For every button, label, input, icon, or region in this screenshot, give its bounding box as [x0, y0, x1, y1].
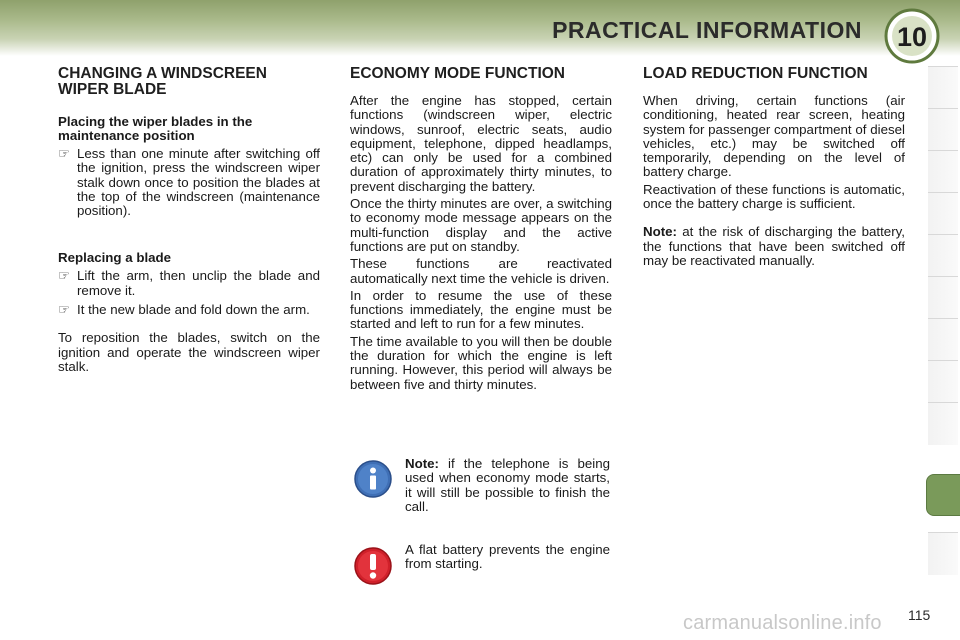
- list-item: [58, 147, 320, 218]
- heading-wiper-blade: CHANGING A WINDSCREEN WIPER BLADE: [58, 65, 267, 98]
- watermark: carmanualsonline.info: [683, 612, 882, 634]
- pointing-hand-icon: ☞: [58, 302, 70, 318]
- economy-paragraph-3: These functions are reactivated automatically next time the vehicle is driven.: [350, 256, 612, 286]
- page-title: PRACTICAL INFORMATION: [552, 17, 862, 43]
- economy-paragraph-4: In order to resume the use of these functions immediately, the engine must be started and left to run for a few minutes.: [350, 287, 612, 332]
- warning-icon: [353, 546, 393, 591]
- chapter-tab[interactable]: [928, 66, 958, 109]
- reposition-paragraph: To reposition the blades, switch on the ignition and operate the windscreen wiper stalk.: [58, 330, 320, 374]
- bullet-text: Lift the arm, then unclip the blade and remove it.: [77, 268, 320, 298]
- page-header: [0, 0, 960, 56]
- heading-economy-mode: ECONOMY MODE FUNCTION: [350, 65, 565, 82]
- heading-load-reduction: LOAD REDUCTION FUNCTION: [643, 65, 868, 82]
- load-paragraph-1: When driving, certain functions (air conditioning, heated rear screen, heating system for passenger compartment of diesel vehicles, etc.) may be switched off temporarily, depending on the level of battery charge.: [643, 93, 905, 180]
- pointing-hand-icon: ☞: [58, 268, 70, 284]
- chapter-tab[interactable]: [928, 402, 958, 445]
- chapter-tab[interactable]: [928, 150, 958, 193]
- economy-paragraph-5: The time available to you will then be double the duration for which the engine is left running. However, this period will always be between five and thirty minutes.: [350, 333, 612, 392]
- economy-paragraph-1: After the engine has stopped, certain functions (windscreen wiper, electric windows, sunroof, electric seats, audio equipment, telephone, dipped headlamps, etc) can only be used for a combined duration of approximately thirty minutes, to prevent discharging the battery.: [350, 93, 612, 194]
- chapter-tab[interactable]: [928, 318, 958, 361]
- chapter-badge: [882, 8, 946, 66]
- subheading-replacing-blade: Replacing a blade: [58, 250, 172, 266]
- pointing-hand-icon: ☞: [58, 146, 70, 161]
- column-load-reduction: [643, 66, 905, 268]
- load-paragraph-2: Reactivation of these functions is automatic, once the battery charge is sufficient.: [643, 181, 905, 212]
- note-label: Note:: [405, 456, 439, 471]
- chapter-tab[interactable]: [928, 234, 958, 277]
- note-text: at the risk of discharging the battery, the functions that have been switched off may be reactivated manually.: [643, 224, 905, 268]
- chapter-tab[interactable]: [928, 108, 958, 151]
- subheading-maintenance-position: Placing the wiper blades in the maintenance position: [58, 114, 253, 143]
- bullet-text: Less than one minute after switching off the ignition, press the windscreen wiper stalk down once to position the blades at the top of the windscreen (maintenance position).: [77, 146, 320, 219]
- chapter-tab[interactable]: [928, 276, 958, 319]
- note-label: Note:: [643, 224, 677, 240]
- info-icon: [353, 459, 393, 504]
- economy-note: [405, 457, 610, 514]
- page-number: 115: [908, 607, 931, 623]
- list-item: [58, 303, 320, 317]
- chapter-number: 10: [896, 22, 928, 52]
- chapter-tab[interactable]: [928, 192, 958, 235]
- chapter-tab[interactable]: [928, 532, 958, 575]
- battery-warning: A flat battery prevents the engine from starting.: [405, 542, 610, 572]
- bullet-text: It the new blade and fold down the arm.: [77, 302, 310, 318]
- load-note: [643, 225, 905, 268]
- note-text: if the telephone is being used when economy mode starts, it will still be possible to finish the call.: [405, 456, 610, 514]
- economy-paragraph-2: Once the thirty minutes are over, a switching to economy mode message appears on the multi-function display and the active functions are put on standby.: [350, 196, 612, 254]
- list-item: [58, 269, 320, 298]
- chapter-tab[interactable]: [928, 360, 958, 403]
- chapter-tabs: [928, 66, 960, 574]
- column-wiper-blade: [58, 66, 320, 374]
- column-economy-mode: [350, 66, 612, 392]
- chapter-tab-active[interactable]: [926, 474, 960, 516]
